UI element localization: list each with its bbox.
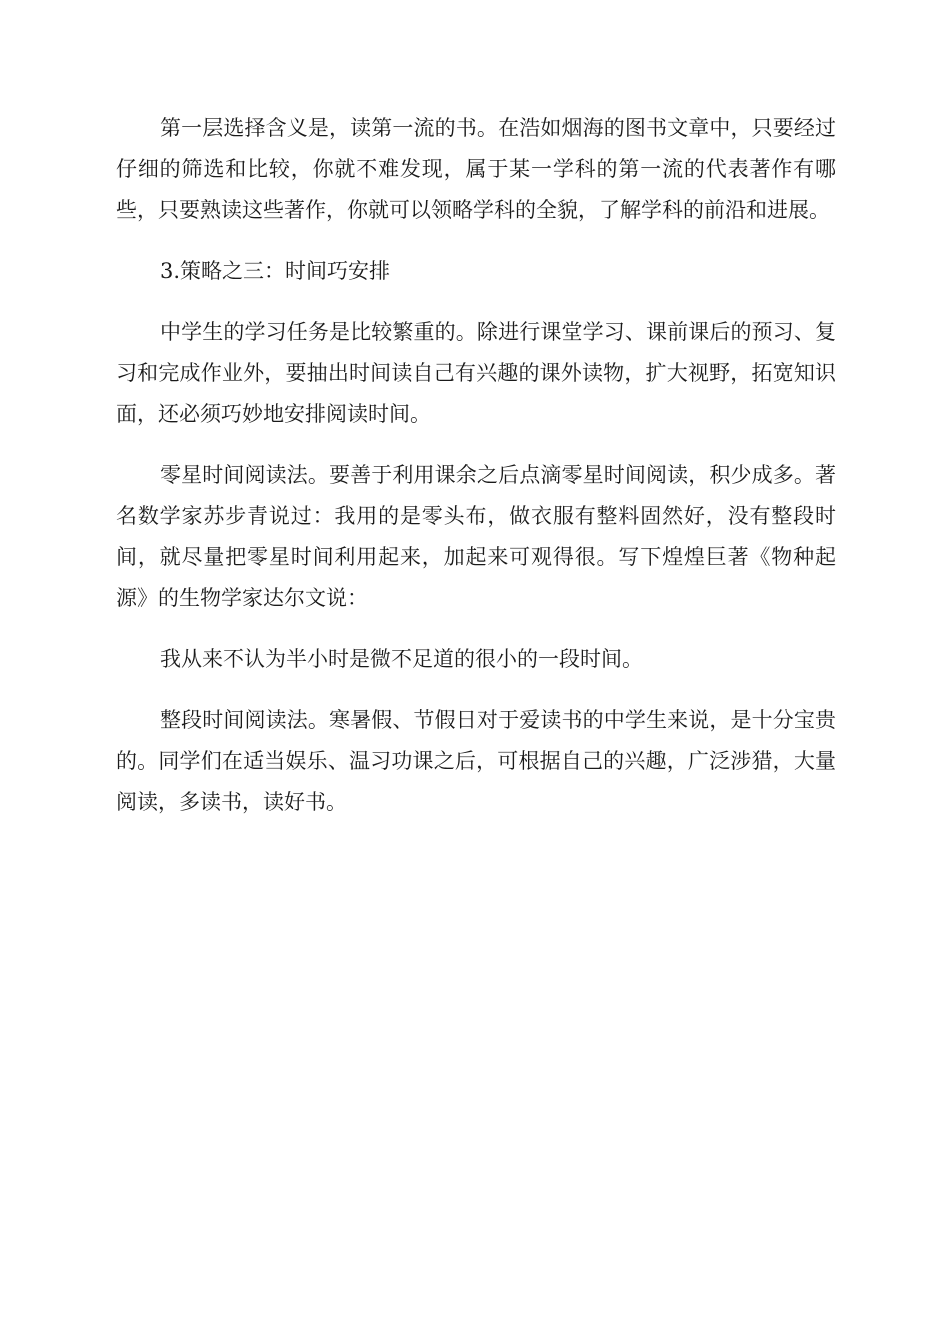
section-heading-strategy-3: 3.策略之三：时间巧安排: [160, 259, 391, 283]
paragraph-study-load: 中学生的学习任务是比较繁重的。除进行课堂学习、课前课后的预习、复习和完成作业外，要抽出时间读自己有兴趣的课外读物，扩大视野，拓宽知识面，还必须巧妙地安排阅读时间。: [116, 320, 836, 426]
paragraph-spare-time-reading: 零星时间阅读法。要善于利用课余之后点滴零星时间阅读，积少成多。著名数学家苏步青说过：我用的是零头布，做衣服有整料固然好，没有整段时间，就尽量把零星时间利用起来，加起来可观得很。写下煌煌巨著《物种起源》的生物学家达尔文说：: [116, 463, 836, 610]
paragraph-block-time-reading: 整段时间阅读法。寒暑假、节假日对于爱读书的中学生来说，是十分宝贵的。同学们在适当娱乐、温习功课之后，可根据自己的兴趣，广泛涉猎，大量阅读，多读书，读好书。: [116, 708, 836, 814]
document-body: [116, 108, 836, 823]
paragraph-reading-first-class-books: 第一层选择含义是，读第一流的书。在浩如烟海的图书文章中，只要经过仔细的筛选和比较，你就不难发现，属于某一学科的第一流的代表著作有哪些，只要熟读这些著作，你就可以领略学科的全貌，了解学科的前沿和进展。: [116, 116, 836, 222]
paragraph-darwin-quote: 我从来不认为半小时是微不足道的很小的一段时间。: [160, 647, 643, 671]
